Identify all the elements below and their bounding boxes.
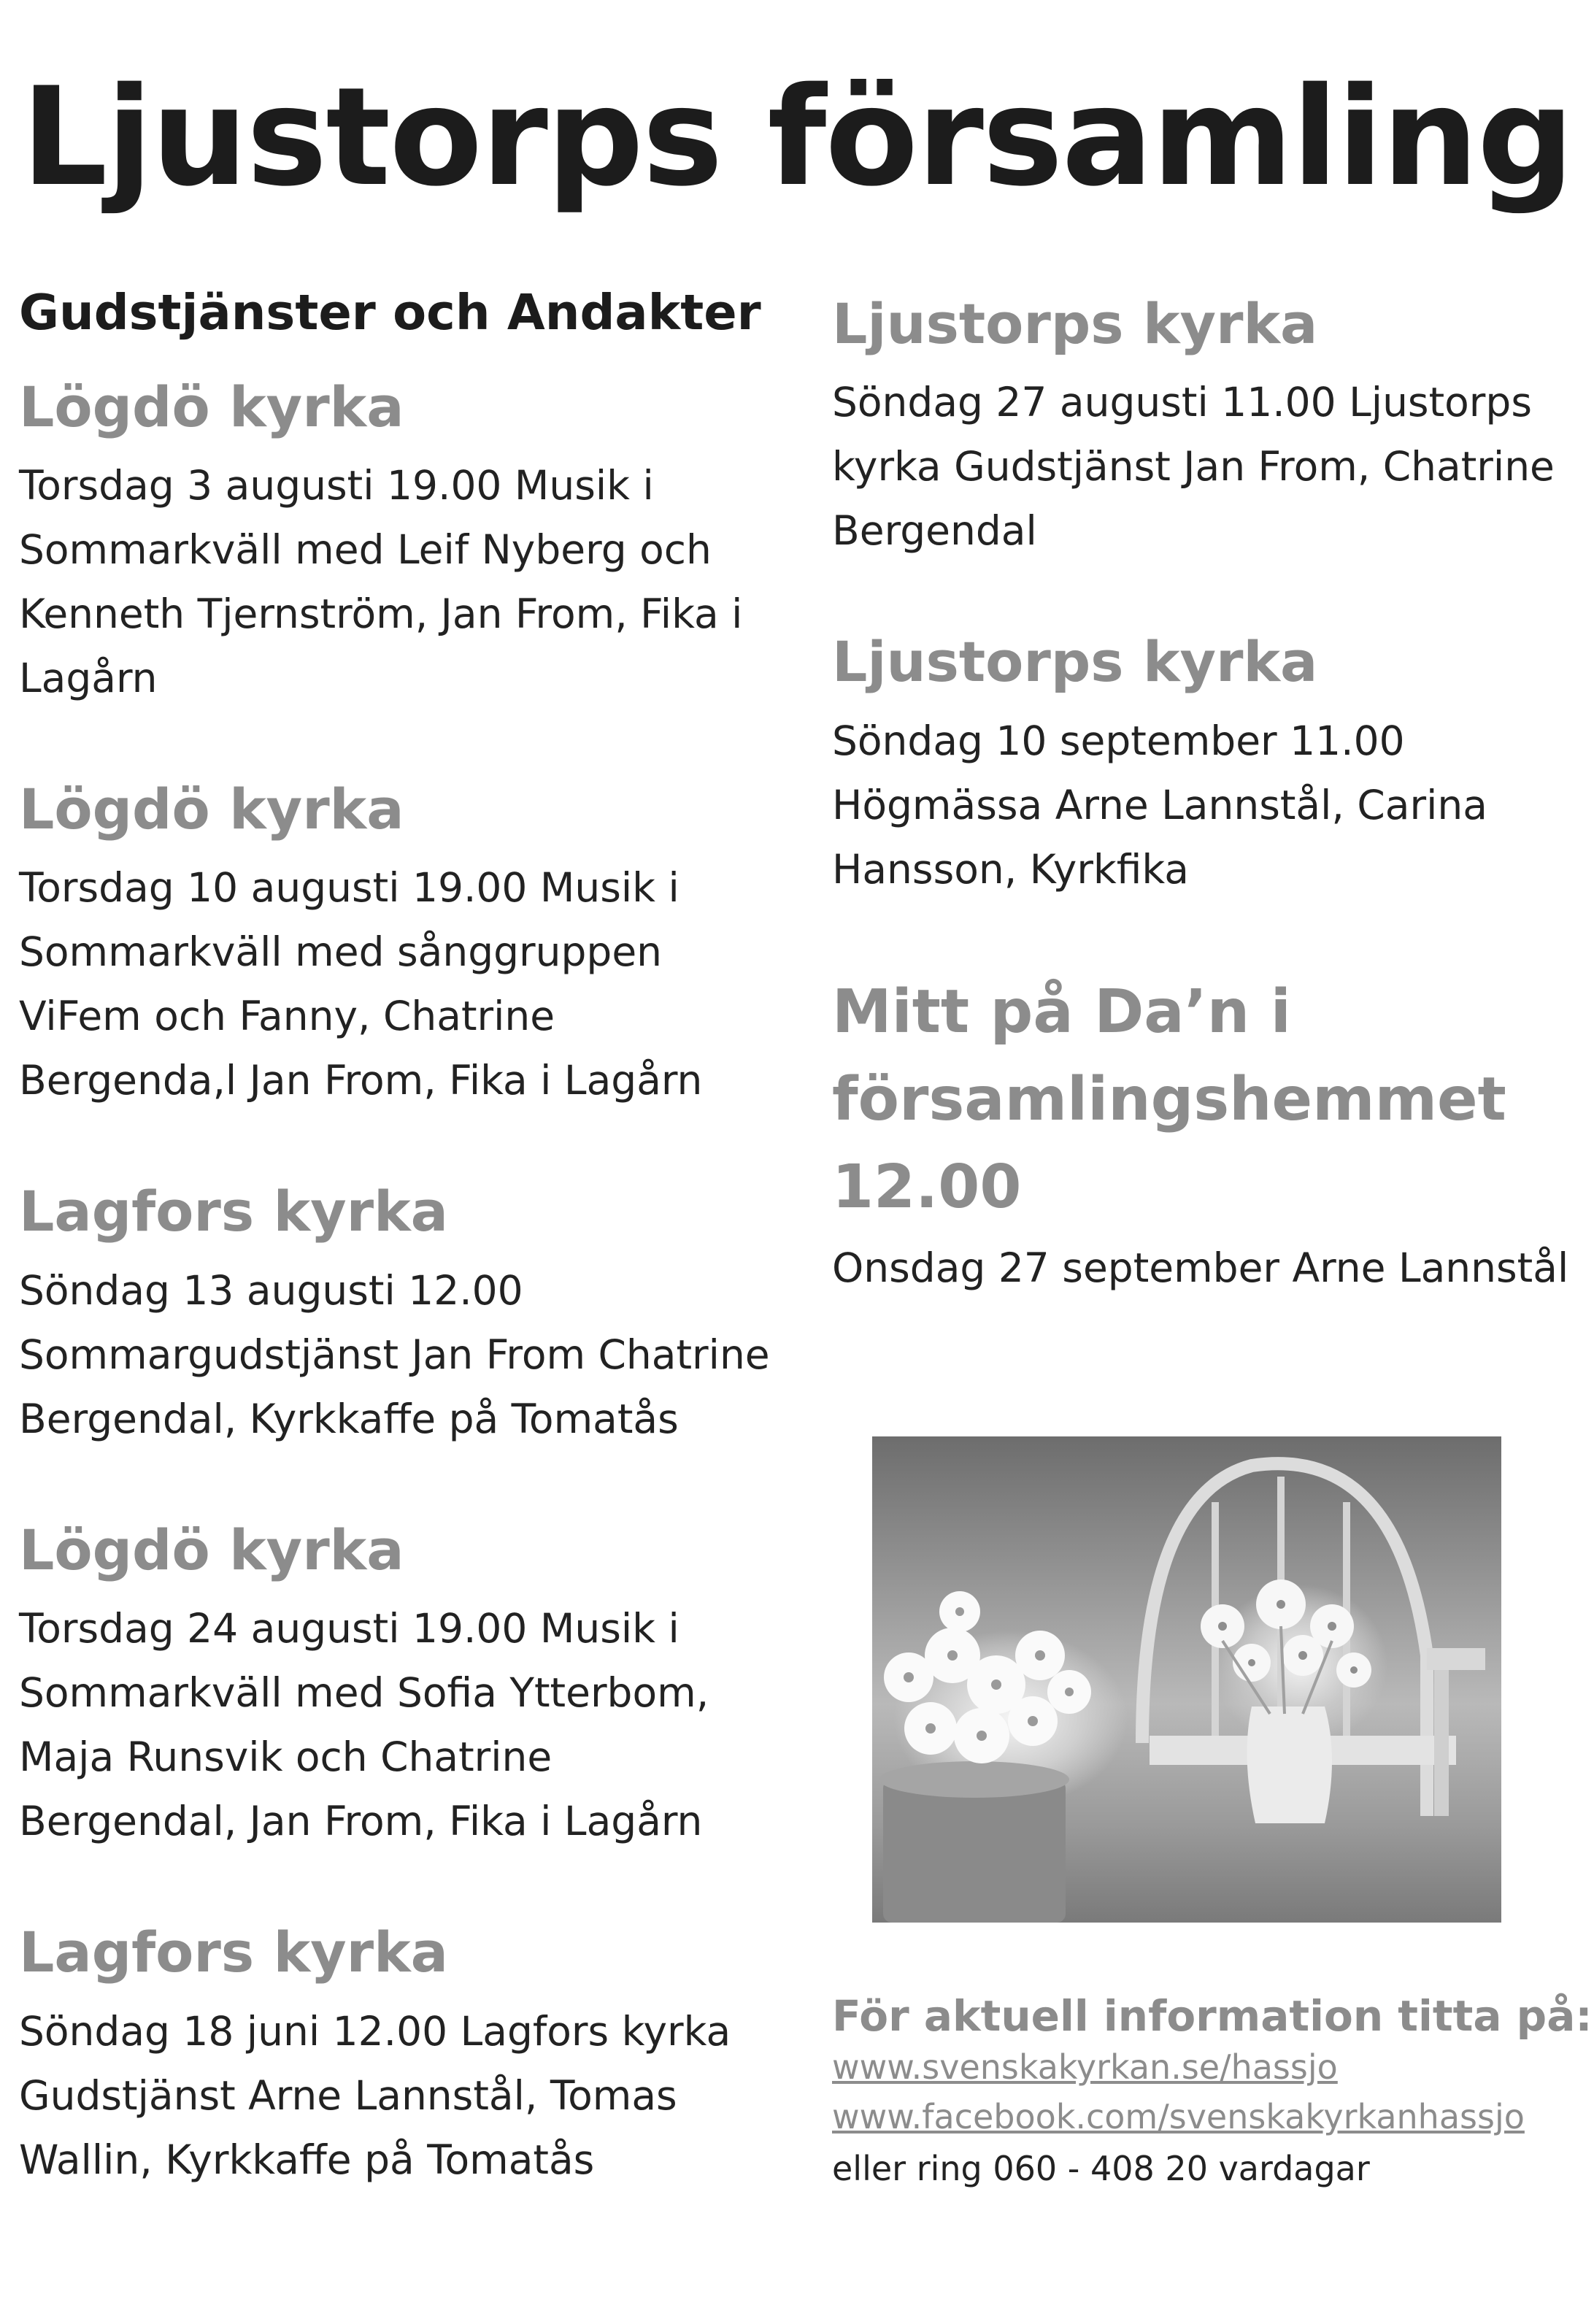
event-heading: Ljustorps kyrka [832, 629, 1318, 695]
event-heading: Lagfors kyrka [19, 1179, 448, 1244]
event-item [832, 292, 1576, 563]
phone-text: eller ring 060 - 408 20 vardagar [832, 2149, 1370, 2188]
flowers-illustration [872, 1436, 1501, 1923]
event-text: Torsdag 10 augusti 19.00 Musik i Sommarkväll med sånggruppen ViFem och Fanny, Chatrine Bergenda,l Jan From, Fika i Lagårn [19, 864, 703, 1104]
facebook-link[interactable]: www.facebook.com/svenskakyrkanhassjo [832, 2097, 1525, 2136]
right-column [832, 292, 1576, 1367]
event-text: Söndag 13 augusti 12.00 Sommargudstjänst Jan From Chatrine Bergendal, Kyrkkaffe på Tomatås [19, 1266, 770, 1442]
event-item [19, 1180, 771, 1450]
special-event-heading: Mitt på Da’n i församlingshemmet 12.00 [832, 977, 1506, 1222]
special-event-text: Onsdag 27 september Arne Lannstål [832, 1244, 1569, 1291]
event-text: Söndag 18 juni 12.00 Lagfors kyrka Gudstjänst Arne Lannstål, Tomas Wallin, Kyrkkaffe på Tomatås [19, 2007, 731, 2183]
event-text: Torsdag 3 augusti 19.00 Musik i Sommarkväll med Leif Nyberg och Kenneth Tjernström, Jan From, Fika i Lagårn [19, 462, 743, 702]
event-item [19, 1518, 771, 1853]
event-heading: Lögdö kyrka [19, 777, 404, 842]
event-text: Torsdag 24 augusti 19.00 Musik i Sommarkväll med Sofia Ytterbom, Maja Runsvik och Chatrine Bergendal, Jan From, Fika i Lagårn [19, 1605, 709, 1845]
event-heading: Lögdö kyrka [19, 374, 404, 439]
website-link[interactable]: www.svenskakyrkan.se/hassjo [832, 2047, 1338, 2087]
event-item [832, 630, 1576, 901]
event-heading: Lagfors kyrka [19, 1920, 448, 1985]
event-item [19, 777, 771, 1112]
left-column [19, 286, 771, 2259]
event-item [19, 1920, 771, 2191]
event-item [19, 375, 771, 710]
special-event [832, 969, 1576, 1300]
flowers-photo [872, 1436, 1501, 1923]
section-title: Gudstjänster och Andakter [19, 284, 761, 341]
event-text: Söndag 27 augusti 11.00 Ljustorps kyrka Gudstjänst Jan From, Chatrine Bergendal [832, 379, 1555, 555]
info-heading: För aktuell information titta på: [832, 1991, 1593, 2041]
page-title: Ljustorps församling [21, 58, 1573, 216]
event-text: Söndag 10 september 11.00 Högmässa Arne Lannstål, Carina Hansson, Kyrkfika [832, 717, 1487, 893]
event-heading: Ljustorps kyrka [832, 291, 1318, 356]
event-heading: Lögdö kyrka [19, 1517, 404, 1582]
